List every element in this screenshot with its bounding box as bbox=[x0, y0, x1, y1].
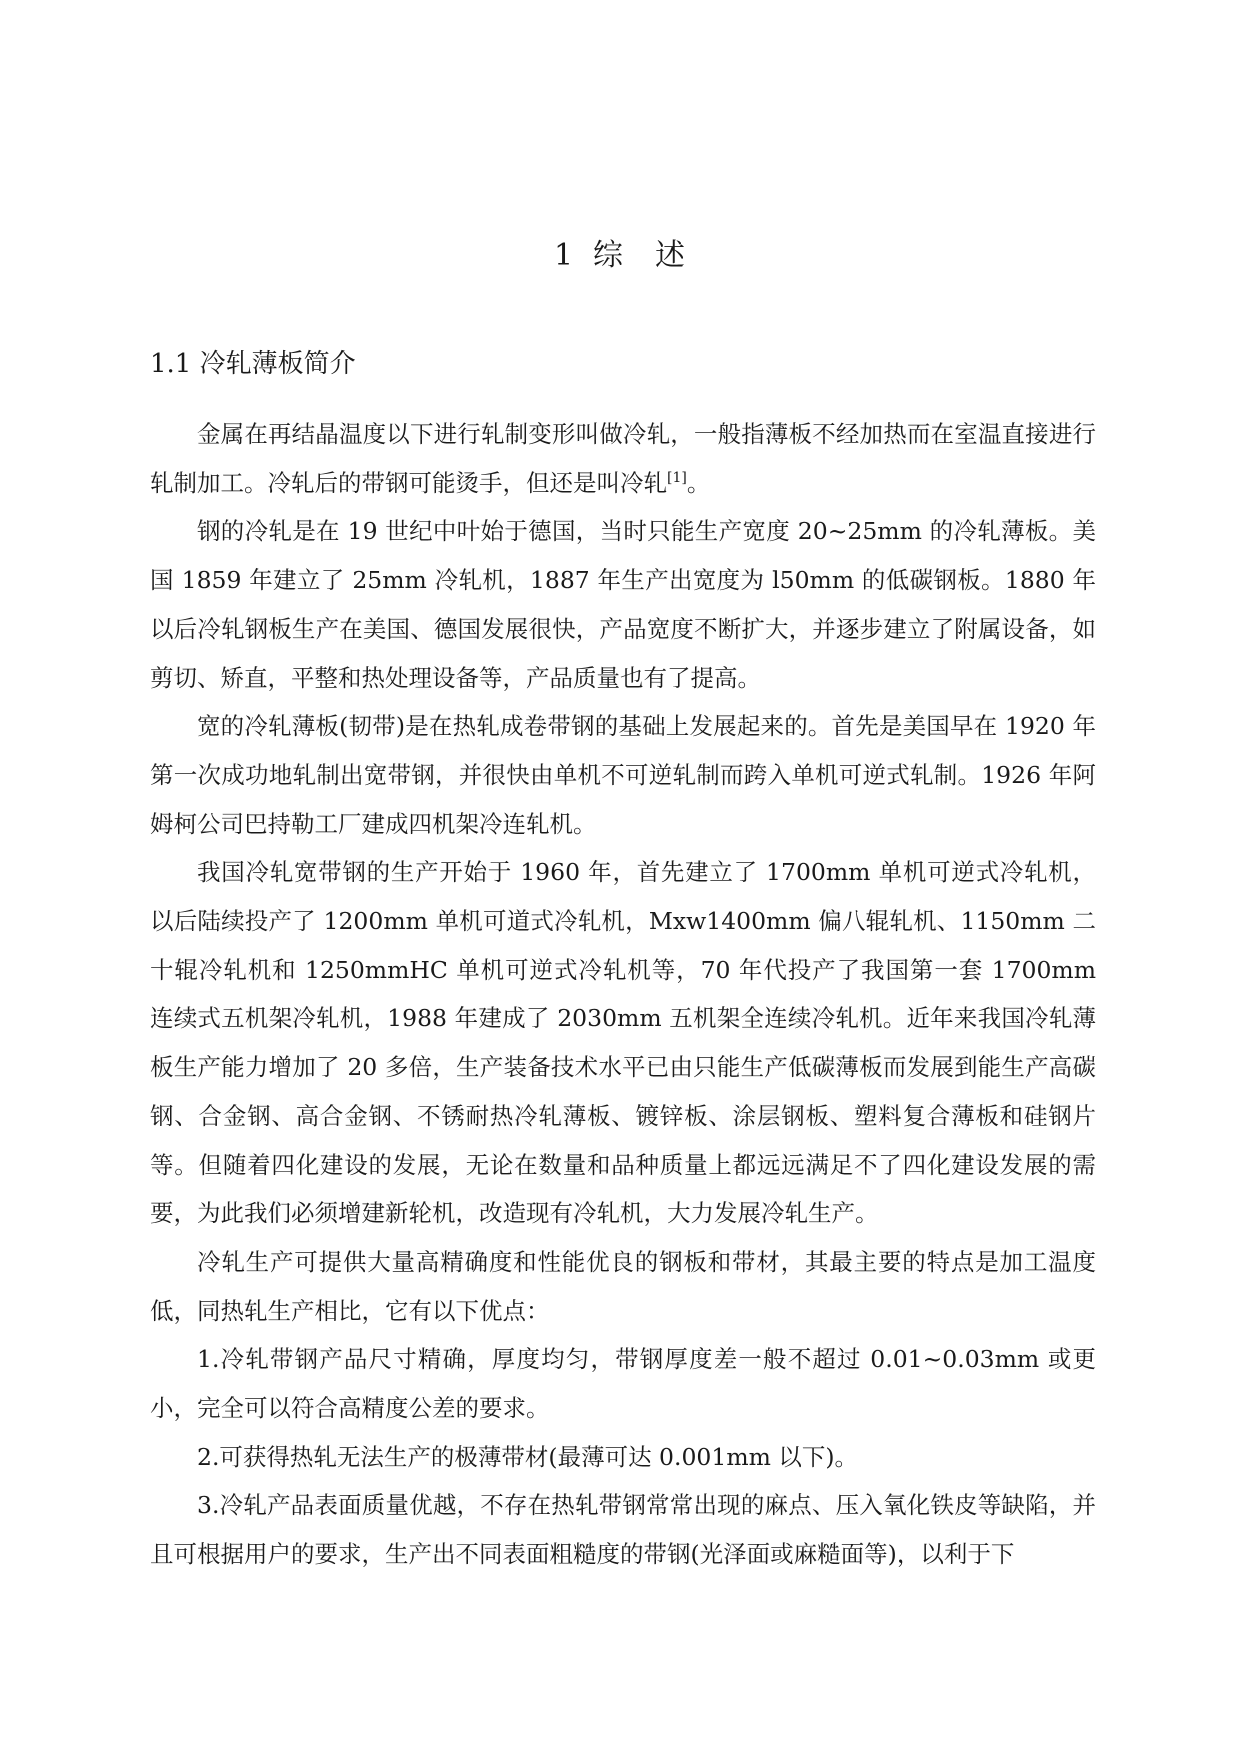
paragraph-4: 我国冷轧宽带钢的生产开始于 1960 年，首先建立了 1700mm 单机可逆式冷轧机，以后陆续投产了 1200mm 单机可道式冷轧机，Mxw1400mm 偏八辊轧机、1150mm 二十辊冷轧机和 1250mmHC 单机可逆式冷轧机等，70 年代投产了我国第一套 1700mm 连续式五机架冷轧机，1988 年建成了 2030mm 五机架全连续冷轧机。近年来我国冷轧薄板生产能力增加了 20 多倍，生产装备技术水平已由只能生产低碳薄板而发展到能生产高碳钢、合金钢、高合金钢、不锈耐热冷轧薄板、镀锌板、涂层钢板、塑料复合薄板和硅钢片等。但随着四化建设的发展，无论在数量和品种质量上都远远满足不了四化建设发展的需要，为此我们必须增建新轮机，改造现有冷轧机，大力发展冷轧生产。 bbox=[150, 858, 1096, 1228]
paragraph-3: 宽的冷轧薄板(韧带)是在热轧成卷带钢的基础上发展起来的。首先是美国早在 1920 年第一次成功地轧制出宽带钢，并很快由单机不可逆轧制而跨入单机可逆式轧制。1926 年阿姆柯公司巴持勒工厂建成四机架冷连轧机。 bbox=[150, 712, 1096, 838]
chapter-title bbox=[0, 230, 1241, 274]
paragraph-1 bbox=[150, 410, 1096, 507]
paragraph-7: 2.可获得热轧无法生产的极薄带材(最薄可达 0.001mm 以下)。 bbox=[197, 1442, 859, 1471]
body-text bbox=[150, 410, 1096, 1579]
section-title: 1.1 冷轧薄板简介 bbox=[150, 349, 356, 379]
chapter-title-char-1: 综 bbox=[593, 238, 626, 273]
paragraph-5: 冷轧生产可提供大量高精确度和性能优良的钢板和带材，其最主要的特点是加工温度低，同热轧生产相比，它有以下优点： bbox=[150, 1247, 1096, 1325]
chapter-number: 1 bbox=[553, 238, 576, 273]
paragraph-2: 钢的冷轧是在 19 世纪中叶始于德国，当时只能生产宽度 20~25mm 的冷轧薄板。美国 1859 年建立了 25mm 冷轧机，1887 年生产出宽度为 l50mm 的低碳钢板。1880 年以后冷轧钢板生产在美国、德国发展很快，产品宽度不断扩大，并逐步建立了附属设备，如剪切、矫直，平整和热处理设备等，产品质量也有了提高。 bbox=[150, 517, 1096, 692]
paragraph-1-text: 金属在再结晶温度以下进行轧制变形叫做冷轧，一般指薄板不经加热而在室温直接进行轧制加工。冷轧后的带钢可能烫手，但还是叫冷轧 bbox=[150, 420, 1096, 497]
paragraph-8: 3.冷轧产品表面质量优越，不存在热轧带钢常常出现的麻点、压入氧化铁皮等缺陷，并且可根据用户的要求，生产出不同表面粗糙度的带钢(光泽面或麻糙面等)，以利于下 bbox=[150, 1491, 1096, 1569]
chapter-title-char-2: 述 bbox=[655, 238, 688, 273]
paragraph-1-end: 。 bbox=[686, 468, 711, 497]
citation-ref: [1] bbox=[667, 469, 687, 486]
paragraph-6: 1.冷轧带钢产品尺寸精确，厚度均匀，带钢厚度差一般不超过 0.01~0.03mm 或更小，完全可以符合高精度公差的要求。 bbox=[150, 1345, 1096, 1423]
